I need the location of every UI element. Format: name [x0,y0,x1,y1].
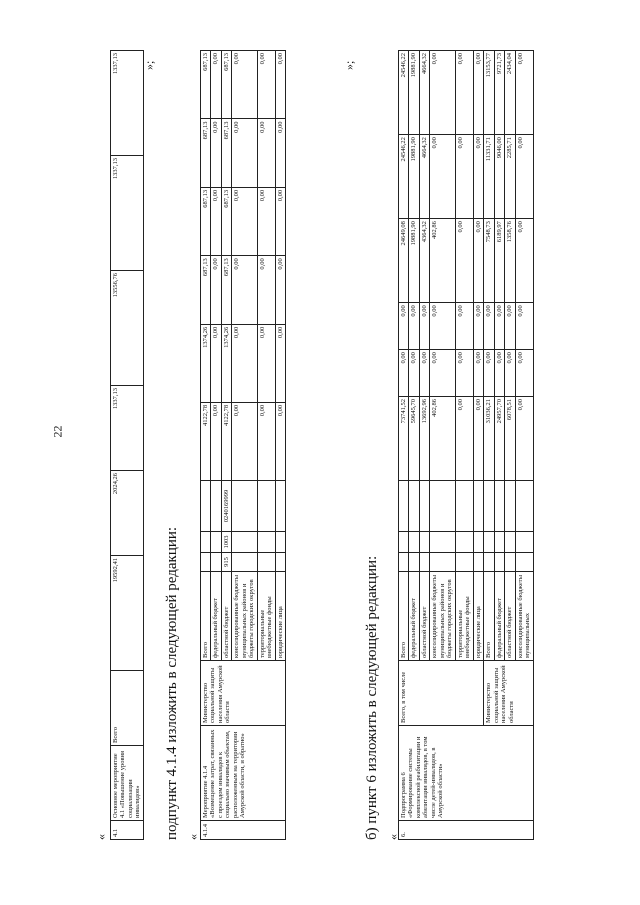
source-label: территориальные внебюджетные фонды [455,572,473,661]
value-cell: 1374,26 [201,324,211,402]
source-label: юридические лица [275,572,285,661]
value-cell: 9721,73 [494,51,504,135]
value-cell: 0,00 [505,303,515,350]
value-cell: 0,00 [399,350,409,397]
quote-close-2: »; [342,60,356,70]
quote-open-3: « [386,834,400,840]
value-cell: 0,00 [419,303,429,350]
value-cell: 0,00 [473,135,483,219]
source-label: областной бюджет [505,572,515,661]
code-cell: 1003 [221,532,231,553]
value-cell: 0,00 [430,303,455,350]
value-cell: 0,00 [257,402,275,480]
value-cell: 687,13 [201,119,211,187]
value-cell: 2285,71 [505,135,515,219]
value-cell: 0,00 [473,396,483,480]
value-cell: 0,00 [484,350,494,397]
source-label: Всего [399,572,409,661]
value-cell: 19881,90 [409,135,419,219]
subprogram-name: Подпрограмма 6 «Формирование системы комплексной реабилитации и абилитации инвалидов, в том числе детей-инвалидов, в Амурской области» [399,726,534,821]
value-cell: 0,00 [211,256,221,324]
source-label: федеральный бюджет [494,572,504,661]
value-cell: 4664,32 [419,51,429,135]
value-cell: 687,13 [221,119,231,187]
value-cell: 2024,26 [111,471,144,556]
value-cell: 0,00 [473,51,483,135]
value-cell: 0,00 [211,402,221,480]
value-cell: 1337,13 [111,156,144,271]
value-cell: 0,00 [515,219,533,303]
value-cell: 2434,04 [505,51,515,135]
heading-subitem-4-1-4: подпункт 4.1.4 изложить в следующей редакции: [164,526,180,840]
value-cell: 0,00 [232,119,257,187]
value-cell: 4364,32 [419,219,429,303]
value-cell: 0,00 [232,256,257,324]
source-label: федеральный бюджет [409,572,419,661]
value-cell: 19592,41 [111,556,144,671]
value-cell: 0,00 [515,135,533,219]
value-cell: 6078,51 [505,396,515,480]
event-name: Мероприятие 4.1.4 «Возмещение затрат, связанных с проездом инвалидов к социально значимым объектам, расположенным на территории Амурской области, и обратно» [201,726,286,821]
event-name: Основное мероприятие 4.1 «Повышение уровня социализации инвалидов» [111,746,144,821]
value-cell: 0,00 [257,119,275,187]
value-cell: 6189,97 [494,219,504,303]
row-num: 4.1.4 [201,821,286,840]
value-cell: 0,00 [232,187,257,255]
source-label: Всего [201,572,211,661]
source-label: консолидированные бюджеты муниципальных районов и бюджеты городских округов [430,572,455,661]
source-label: территориальные внебюджетные фонды [257,572,275,661]
value-cell: 687,13 [201,51,211,119]
value-cell: 687,13 [221,187,231,255]
value-cell: 0,00 [515,303,533,350]
source-label: федеральный бюджет [211,572,221,661]
value-cell: 24649,08 [399,219,409,303]
value-cell: 0,00 [257,51,275,119]
value-cell: 0,00 [409,350,419,397]
value-cell: 1337,13 [111,51,144,156]
source-label: областной бюджет [221,572,231,661]
rotated-content [80,40,600,860]
value-cell: 0,00 [257,187,275,255]
source-label: юридические лица [473,572,483,661]
heading-item-6: б) пункт 6 изложить в следующей редакции: [364,555,380,840]
value-cell: 0,00 [399,303,409,350]
source-label: консолидированные бюджеты муниципальных районов и бюджеты городских округов [232,572,257,661]
value-cell: 0,00 [275,119,285,187]
value-cell: 0,00 [275,324,285,402]
value-cell: 0,00 [275,256,285,324]
value-cell: 31036,21 [484,396,494,480]
value-cell: 0,00 [430,350,455,397]
value-cell: 0,00 [494,303,504,350]
value-cell: 24546,22 [399,135,409,219]
source-label: консолидированные бюджеты муниципальных [515,572,533,661]
value-cell: 0,00 [257,324,275,402]
value-cell: 73741,52 [399,396,409,480]
value-cell: 11331,71 [484,135,494,219]
value-cell: 0,00 [419,350,429,397]
value-cell: 13692,96 [419,396,429,480]
value-cell: 0,00 [494,350,504,397]
row-num: 4.1 [111,821,144,840]
value-cell: 0,00 [275,51,285,119]
value-cell: 0,00 [232,402,257,480]
value-cell: 0,00 [515,396,533,480]
value-cell: 0,00 [505,350,515,397]
value-cell: 0,00 [455,135,473,219]
value-cell: 0,00 [232,51,257,119]
executor: Министерство социальной защиты населения Амурской области [484,661,533,726]
value-cell: 0,00 [430,51,455,135]
quote-open-1: « [94,834,108,840]
value-cell: 1337,13 [111,386,144,471]
value-cell: 59645,70 [409,396,419,480]
value-cell: 0,00 [473,303,483,350]
value-cell: 687,13 [221,256,231,324]
source-label: Всего [484,572,494,661]
table-main-event-4-1 [110,50,144,840]
value-cell: 1358,76 [505,219,515,303]
value-cell: 0,00 [211,51,221,119]
value-cell: 0,00 [275,187,285,255]
quote-open-2: « [186,834,200,840]
value-cell: 0,00 [257,256,275,324]
value-cell: 0,00 [232,324,257,402]
value-cell: 0,00 [430,135,455,219]
value-cell: 0,00 [455,396,473,480]
value-cell: 4122,78 [221,402,231,480]
value-cell: 24957,70 [494,396,504,480]
value-cell: 0,00 [455,303,473,350]
value-cell: 7548,73 [484,219,494,303]
value-cell: 402,86 [430,219,455,303]
table-subprogram-6 [398,50,534,840]
value-cell: 687,13 [201,187,211,255]
value-cell: 1374,26 [221,324,231,402]
source-label: областной бюджет [419,572,429,661]
value-cell: 9046,00 [494,135,504,219]
value-cell: 13556,76 [111,271,144,386]
value-cell: 0,00 [455,350,473,397]
value-cell: 0,00 [211,187,221,255]
value-cell: 402,86 [430,396,455,480]
value-cell: 19881,90 [409,51,419,135]
value-cell: 4122,78 [201,402,211,480]
value-cell: 0,00 [515,51,533,135]
table-event-4-1-4 [200,50,286,840]
value-cell: 0,00 [455,51,473,135]
value-cell: 0,00 [473,219,483,303]
value-cell: 0,00 [211,324,221,402]
code-cell: 0240169999 [221,481,231,532]
total-label: Всего [111,671,144,746]
executor: Министерство социальной защиты населения Амурской области [201,661,286,726]
row-num: 6. [399,821,534,840]
quote-close-1: »; [142,60,156,70]
value-cell: 687,13 [221,51,231,119]
value-cell: 4664,32 [419,135,429,219]
value-cell: 0,00 [455,219,473,303]
value-cell: 0,00 [211,119,221,187]
page-number: 22 [50,425,65,438]
value-cell: 0,00 [409,303,419,350]
value-cell: 0,00 [484,303,494,350]
value-cell: 19881,90 [409,219,419,303]
value-cell: 24546,22 [399,51,409,135]
code-cell: 915 [221,553,231,572]
value-cell: 687,13 [201,256,211,324]
value-cell: 0,00 [515,350,533,397]
value-cell: 0,00 [275,402,285,480]
value-cell: 0,00 [473,350,483,397]
executor: Всего, в том числе [399,661,484,726]
value-cell: 13153,77 [484,51,494,135]
